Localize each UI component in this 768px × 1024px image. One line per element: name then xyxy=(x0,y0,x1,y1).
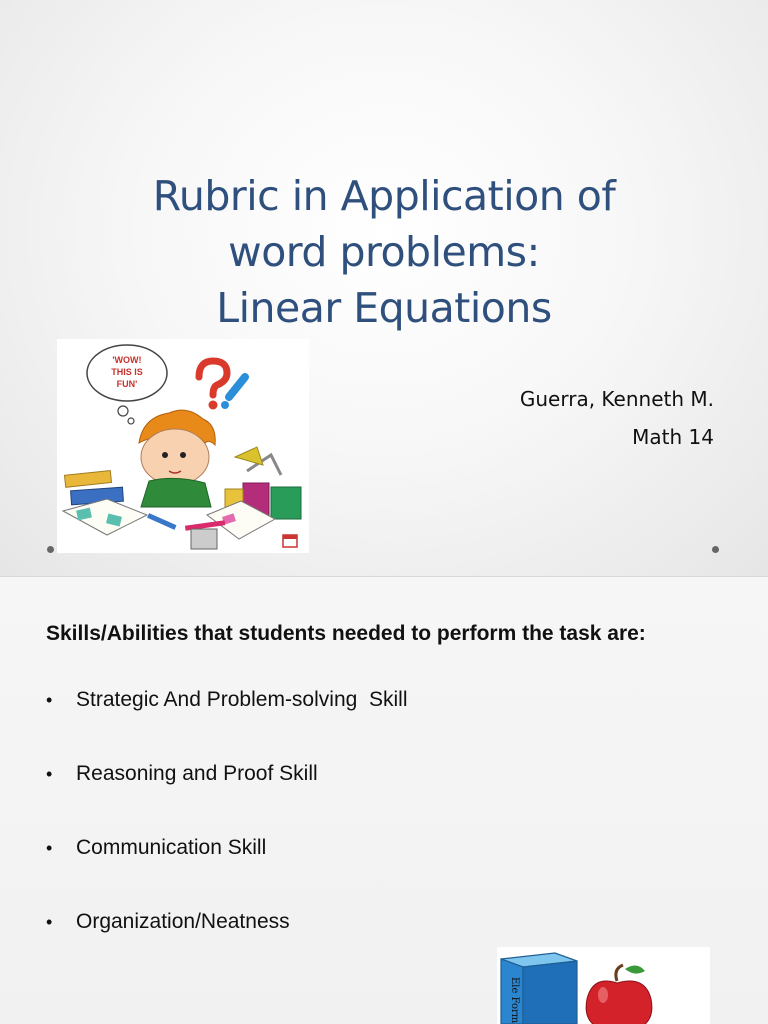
bubble-line-2: THIS IS xyxy=(111,367,143,377)
boy-eye xyxy=(180,452,186,458)
exclamation-icon xyxy=(229,377,245,397)
bubble-line-3: FUN' xyxy=(116,379,138,389)
slide-corner-dot xyxy=(712,546,719,553)
boy-studying-clipart xyxy=(57,339,309,553)
question-mark-dot xyxy=(209,401,218,410)
skill-text: Strategic And Problem-solving Skill xyxy=(76,688,408,711)
slide-corner-dot xyxy=(47,546,54,553)
book-apple-illustration xyxy=(497,947,710,1024)
bullet-icon: • xyxy=(46,912,53,932)
title-line-2: word problems: xyxy=(228,228,540,276)
boy-studying-illustration xyxy=(57,339,309,553)
bubble-dot xyxy=(128,418,134,424)
book-icon xyxy=(271,487,301,519)
desk-lamp-shade xyxy=(235,447,263,465)
boy-eye xyxy=(162,452,168,458)
mug-band xyxy=(283,535,297,539)
book-spine-text: Ele Form xyxy=(509,977,520,1024)
skills-slide xyxy=(0,577,768,1024)
course-name: Math 14 xyxy=(632,425,714,449)
author-block xyxy=(520,380,714,456)
list-item xyxy=(46,907,407,981)
apple-icon xyxy=(586,981,652,1024)
skill-text: Reasoning and Proof Skill xyxy=(76,762,318,785)
apple-leaf xyxy=(625,965,645,973)
book-and-apple-clipart xyxy=(497,947,710,1024)
exclamation-dot xyxy=(221,401,229,409)
title-line-1: Rubric in Application of xyxy=(152,172,616,220)
boy-shirt xyxy=(141,478,211,507)
title-line-3: Linear Equations xyxy=(216,284,552,332)
apple-stem xyxy=(616,965,623,981)
apple-shine xyxy=(598,987,608,1003)
book-icon xyxy=(64,471,111,488)
boy-face xyxy=(141,429,209,485)
pencil-icon xyxy=(147,513,176,530)
skill-text: Organization/Neatness xyxy=(76,910,290,933)
bullet-icon: • xyxy=(46,690,53,710)
bubble-dot xyxy=(118,406,128,416)
skills-heading: Skills/Abilities that students needed to perform the task are: xyxy=(46,622,646,645)
question-mark-icon xyxy=(199,361,227,395)
slide-title xyxy=(84,168,684,336)
bubble-line-1: 'WOW! xyxy=(112,355,142,365)
bullet-icon: • xyxy=(46,838,53,858)
skills-list xyxy=(46,685,407,981)
author-name: Guerra, Kenneth M. xyxy=(519,387,714,411)
list-item xyxy=(46,759,407,833)
bullet-icon: • xyxy=(46,764,53,784)
book-cover xyxy=(523,961,577,1024)
list-item xyxy=(46,833,407,907)
list-item xyxy=(46,685,407,759)
skill-text: Communication Skill xyxy=(76,836,267,859)
calculator-icon xyxy=(191,529,217,549)
